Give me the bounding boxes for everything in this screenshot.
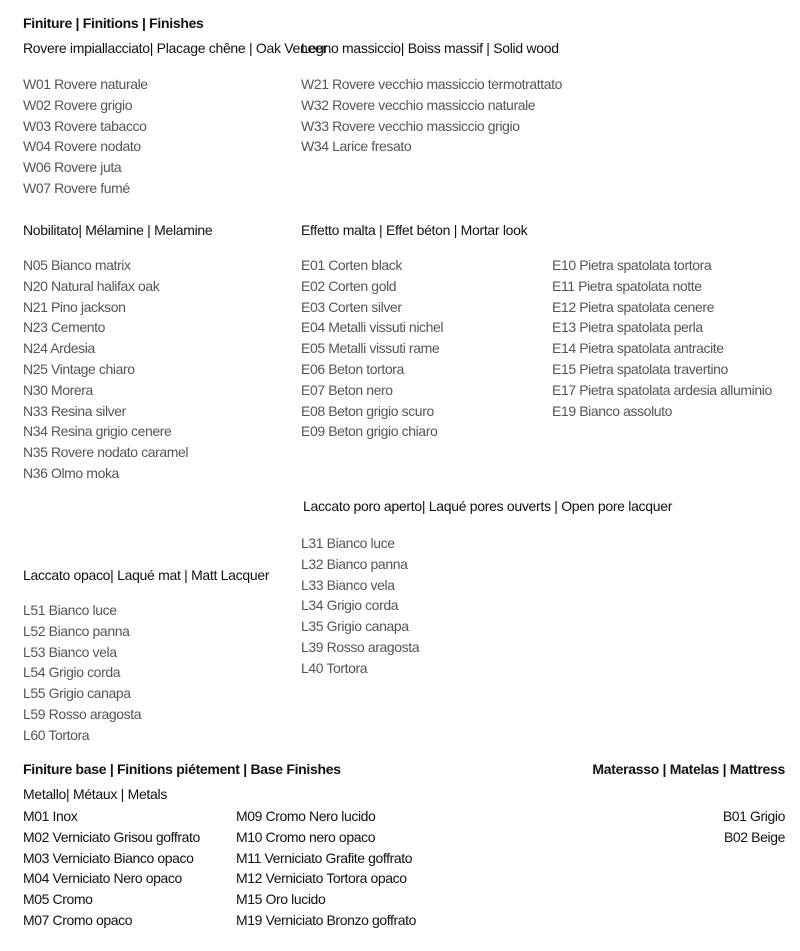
solid-wood-list (301, 74, 562, 157)
finish-item: N21 Pino jackson (23, 298, 126, 315)
finish-item: L60 Tortora (23, 726, 90, 743)
finish-item: N23 Cemento (23, 319, 105, 336)
finish-item: E09 Beton grigio chiaro (301, 423, 438, 440)
finish-item: N33 Resina silver (23, 402, 126, 419)
finish-item: E11 Pietra spatolata notte (552, 277, 702, 294)
finish-item: M09 Cromo Nero lucido (236, 808, 376, 824)
finish-item: W02 Rovere grigio (23, 96, 133, 113)
mattress-list (723, 806, 785, 848)
finish-item: L54 Grigio corda (23, 664, 121, 681)
open-pore-heading: Laccato poro aperto| Laqué pores ouverts | Open pore lacquer (303, 498, 673, 514)
oak-veneer-heading: Rovere impiallacciato| Placage chêne | Oak Veneer (23, 40, 327, 56)
finish-item: E14 Pietra spatolata antracite (552, 340, 724, 357)
finish-item: N35 Rovere nodato caramel (23, 444, 189, 461)
mortar-look-heading: Effetto malta | Effet béton | Mortar look (301, 222, 528, 238)
finish-item: N30 Morera (23, 381, 93, 398)
finish-item: E17 Pietra spatolata ardesia alluminio (552, 381, 772, 398)
finish-item: W01 Rovere naturale (23, 76, 148, 92)
finish-item: L59 Rosso aragosta (23, 705, 142, 722)
finish-item: W32 Rovere vecchio massiccio naturale (301, 96, 536, 113)
matt-lacquer-heading: Laccato opaco| Laqué mat | Matt Lacquer (23, 567, 270, 583)
open-pore-list (301, 533, 419, 679)
finish-item: E06 Beton tortora (301, 360, 404, 377)
finish-item: M19 Verniciato Bronzo goffrato (236, 911, 416, 928)
finish-item: E08 Beton grigio scuro (301, 402, 434, 419)
finish-item: M04 Verniciato Nero opaco (23, 870, 182, 887)
finish-item: E13 Pietra spatolata perla (552, 319, 703, 336)
finish-item: W06 Rovere juta (23, 159, 122, 176)
finish-item: L52 Bianco panna (23, 622, 130, 639)
finish-item: E01 Corten black (301, 257, 402, 273)
finish-item: W34 Larice fresato (301, 138, 412, 155)
finish-item: N20 Natural halifax oak (23, 277, 160, 294)
melamine-heading: Nobilitato| Mélamine | Melamine (23, 222, 213, 238)
melamine-list (23, 255, 188, 484)
finish-item: E04 Metalli vissuti nichel (301, 319, 444, 336)
finish-item: M11 Verniciato Grafite goffrato (236, 849, 413, 866)
finish-item: L34 Grigio corda (301, 597, 399, 614)
finish-item: L33 Bianco vela (301, 576, 395, 593)
finish-item: N25 Vintage chiaro (23, 360, 135, 377)
finish-item: M07 Cromo opaco (23, 911, 133, 928)
metals-subheading: Metallo| Métaux | Metals (23, 786, 168, 802)
finish-item: E07 Beton nero (301, 381, 393, 398)
finish-item: N34 Resina grigio cenere (23, 423, 172, 440)
finish-item: L55 Grigio canapa (23, 685, 131, 702)
finish-item: L51 Bianco luce (23, 602, 117, 618)
finish-item: B01 Grigio (722, 808, 785, 824)
finish-item: E15 Pietra spatolata travertino (552, 360, 728, 377)
finish-item: L40 Tortora (301, 659, 368, 676)
finish-item: L35 Grigio canapa (301, 618, 409, 635)
finish-item: L39 Rosso aragosta (301, 638, 420, 655)
finish-item: L53 Bianco vela (23, 643, 117, 660)
finish-item: W33 Rovere vecchio massiccio grigio (301, 117, 520, 134)
solid-wood-heading: Legno massiccio| Boiss massif | Solid wood (301, 40, 559, 56)
finish-item: W07 Rovere fumé (23, 179, 130, 196)
matt-lacquer-list (23, 600, 141, 746)
finish-item: E19 Bianco assoluto (552, 402, 673, 419)
page-title: Finiture | Finitions | Finishes (23, 15, 204, 31)
mortar-look-list-2 (552, 255, 772, 421)
finish-item: E10 Pietra spatolata tortora (552, 257, 712, 273)
metals-list-2 (236, 806, 416, 931)
finish-item: L31 Bianco luce (301, 535, 395, 551)
mortar-look-list-1 (301, 255, 443, 442)
finish-item: W04 Rovere nodato (23, 138, 141, 155)
finish-item: W21 Rovere vecchio massiccio termotrattato (301, 76, 562, 92)
finish-item: E02 Corten gold (301, 277, 397, 294)
finish-item: N36 Olmo moka (23, 464, 119, 481)
finish-item: E12 Pietra spatolata cenere (552, 298, 714, 315)
finish-item: M02 Verniciato Grisou goffrato (23, 828, 200, 845)
finish-item: E03 Corten silver (301, 298, 402, 315)
finish-item: M15 Oro lucido (236, 891, 326, 908)
finish-item: M12 Verniciato Tortora opaco (236, 870, 407, 887)
finish-item: M01 Inox (23, 808, 78, 824)
mattress-heading: Materasso | Matelas | Mattress (592, 761, 785, 777)
finish-item: N24 Ardesia (23, 340, 95, 357)
finish-item: N05 Bianco matrix (23, 257, 131, 273)
metals-list-1 (23, 806, 200, 931)
finish-item: M10 Cromo nero opaco (236, 828, 376, 845)
finish-item: B02 Beige (723, 828, 785, 845)
finish-item: M03 Verniciato Bianco opaco (23, 849, 194, 866)
finish-item: W03 Rovere tabacco (23, 117, 147, 134)
finish-item: E05 Metalli vissuti rame (301, 340, 440, 357)
oak-veneer-list (23, 74, 148, 199)
base-finishes-heading: Finiture base | Finitions piétement | Base Finishes (23, 761, 341, 777)
finish-item: M05 Cromo (23, 891, 93, 908)
finish-item: L32 Bianco panna (301, 555, 408, 572)
